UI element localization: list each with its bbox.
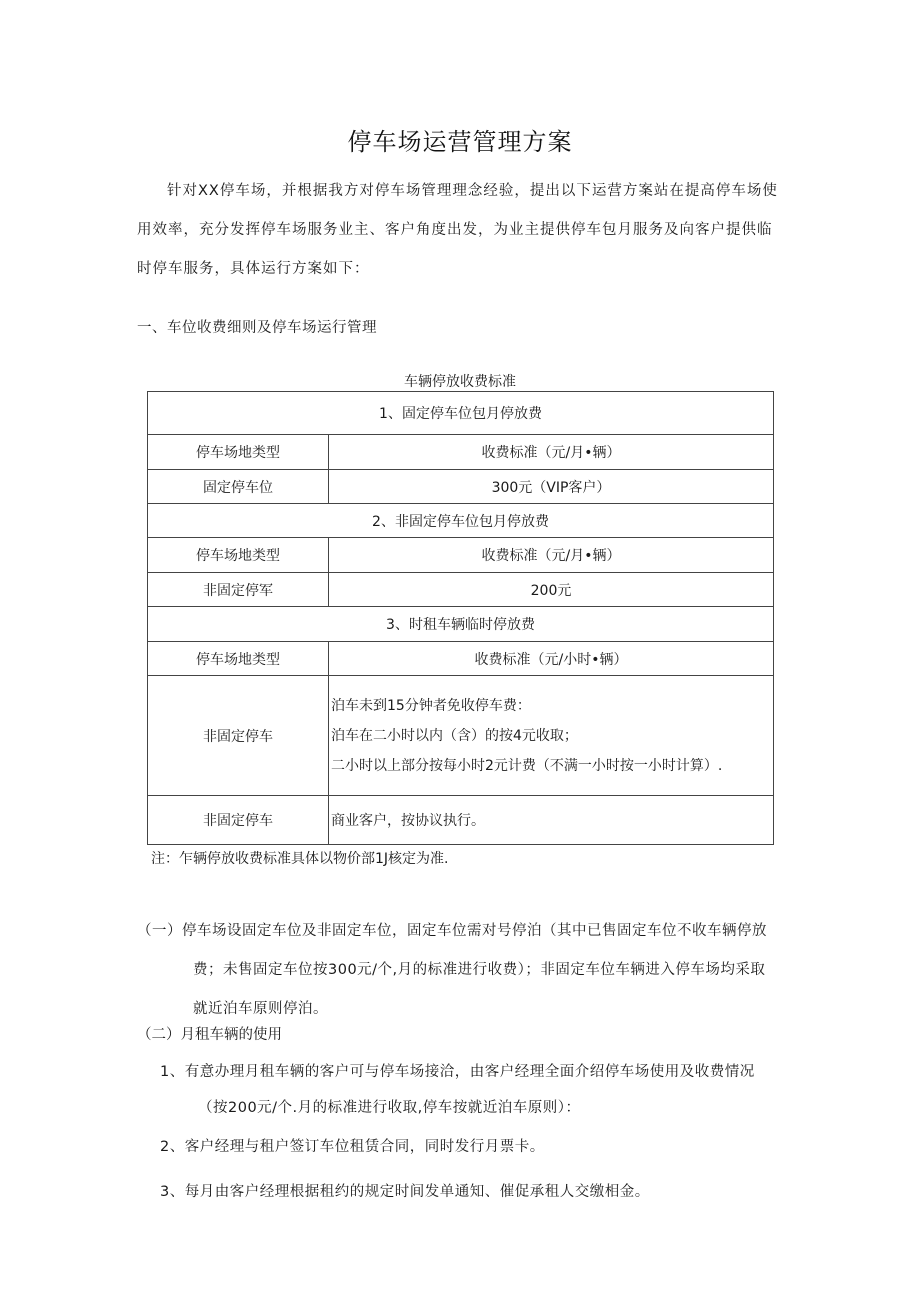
table-row <box>148 504 774 538</box>
header-cell: 停车场地类型 <box>148 642 329 676</box>
table-row <box>148 573 774 607</box>
header-cell: 停车场地类型 <box>148 538 329 573</box>
table-row <box>148 642 774 676</box>
type-cell: 非固定停车 <box>148 676 329 796</box>
list-item: 3、每月由客户经理根据租约的规定时间发单通知、催促承租人交缴相金。 <box>160 1184 650 1200</box>
section-heading-1: 一、车位收费细则及停车场运行管理 <box>137 320 377 336</box>
section-title-cell: 3、时租车辆临时停放费 <box>148 607 774 642</box>
rule-line: 泊车在二小时以内（含）的按4元收取； <box>331 727 578 744</box>
rules-cell <box>329 676 774 796</box>
fee-cell: 300元（VIP客户） <box>329 470 774 504</box>
fee-table <box>147 391 774 845</box>
list-item-line: （按200元/个.月的标准进行收取,停车按就近泊车原则）： <box>198 1100 581 1116</box>
section-title-cell: 2、非固定停车位包月停放费 <box>148 504 774 538</box>
intro-paragraph: 针对XX停车场，并根据我方对停车场管理理念经验，提出以下运营方案站在提高停车场使用效率，充分发挥停车场服务业主、客户角度出发，为业主提供停车包月服务及向客户提供临时停车服务，具体运行方案如下： <box>137 183 778 277</box>
subsection-1-line: （一）停车场设固定车位及非固定车位，固定车位需对号停泊（其中已售固定车位不收车辆停放 <box>137 923 767 939</box>
section-title-cell: 1、固定停车位包月停放费 <box>148 392 774 435</box>
page-title: 停车场运营管理方案 <box>347 128 573 156</box>
subsection-2-heading: （二）月租车辆的使用 <box>137 1027 282 1043</box>
list-item: 2、客户经理与租户签订车位租赁合同，同时发行月票卡。 <box>160 1139 545 1155</box>
fee-cell: 200元 <box>329 573 774 607</box>
type-cell: 固定停车位 <box>148 470 329 504</box>
type-cell: 非固定停军 <box>148 573 329 607</box>
table-caption: 车辆停放收费标准 <box>404 374 516 390</box>
table-row <box>148 676 774 796</box>
subsection-1 <box>137 912 787 1029</box>
table-note: 注：乍辆停放收费标准具体以物价部1J核定为准. <box>151 851 449 867</box>
list-item <box>160 1060 755 1117</box>
table-row <box>148 538 774 573</box>
fee-cell: 商业客户，按协议执行。 <box>329 796 774 845</box>
list-item-line: 1、有意办理月租车辆的客户可与停车场接洽，由客户经理全面介绍停车场使用及收费情况 <box>160 1064 755 1080</box>
type-cell: 非固定停车 <box>148 796 329 845</box>
rule-line: 泊车未到15分钟者免收停车费： <box>331 697 531 714</box>
table-row <box>148 796 774 845</box>
table-row <box>148 435 774 470</box>
table-row <box>148 392 774 435</box>
table-row <box>148 470 774 504</box>
subsection-1-line: 费；未售固定车位按300元/个,月的标准进行收费）；非固定车位车辆进入停车场均采取 <box>193 962 766 978</box>
header-cell: 停车场地类型 <box>148 435 329 470</box>
header-cell: 收费标准（元/小时•辆） <box>329 642 774 676</box>
rule-line: 二小时以上部分按每小时2元计费（不满一小时按一小时计算）. <box>331 757 723 774</box>
subsection-1-line: 就近泊车原则停泊。 <box>193 1001 328 1017</box>
header-cell: 收费标准（元/月•辆） <box>329 435 774 470</box>
header-cell: 收费标准（元/月•辆） <box>329 538 774 573</box>
table-row <box>148 607 774 642</box>
